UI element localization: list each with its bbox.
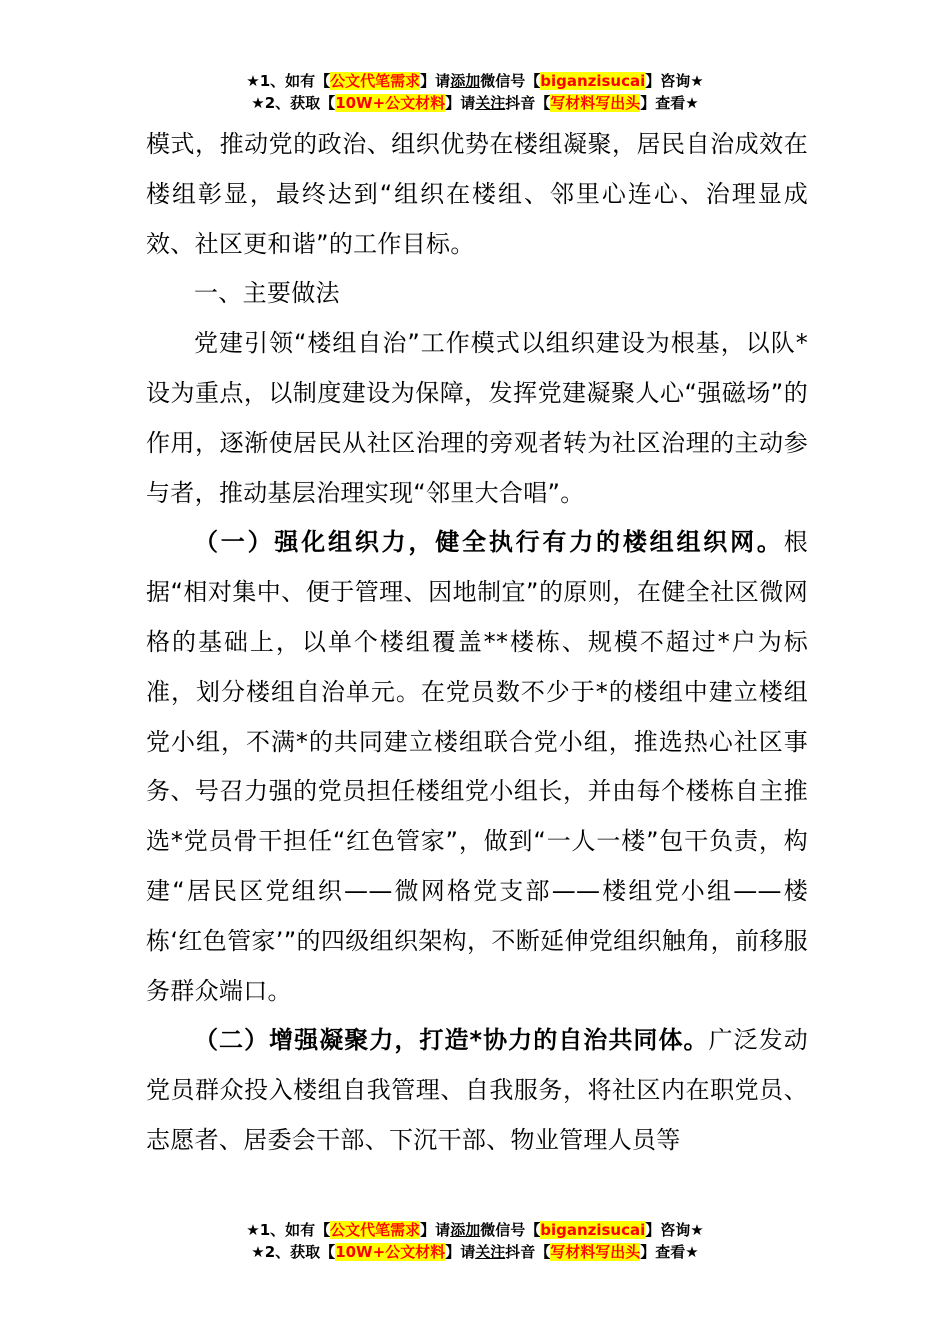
banner-underline: 关注 xyxy=(475,1243,506,1261)
banner-text: 】请 xyxy=(445,94,476,112)
banner-text: 抖音【 xyxy=(505,94,551,112)
paragraph-section-2 xyxy=(146,1016,808,1165)
banner-line-2 xyxy=(0,92,950,114)
banner-highlight: 10W+公文材料 xyxy=(335,1243,446,1261)
paragraph-continuation: 模式，推动党的政治、组织优势在楼组凝聚，居民自治成效在楼组彰显，最终达到“组织在楼组、邻里心连心、治理显成效、社区更和谐”的工作目标。 xyxy=(146,130,808,258)
banner-text: 】咨询★ xyxy=(645,72,704,90)
banner-highlight: 公文代笔需求 xyxy=(330,1221,421,1239)
banner-highlight: 公文代笔需求 xyxy=(330,72,421,90)
banner-line-1 xyxy=(0,70,950,92)
banner-text: ★2、获取【 xyxy=(251,1243,336,1261)
banner-highlight: 10W+公文材料 xyxy=(335,94,446,112)
section-heading: 一、主要做法 xyxy=(194,279,340,308)
subsection-text-2: 广泛发动党员群众投入楼组自我管理、自我服务，将社区内在职党员、志愿者、居委会干部、下沉干部、物业管理人员等 xyxy=(146,1026,808,1154)
header-banner xyxy=(0,70,950,114)
banner-text: ★2、获取【 xyxy=(251,94,336,112)
banner-text: ★1、如有【 xyxy=(246,72,331,90)
subsection-heading-1: （一）强化组织力，健全执行有力的楼组组织网。 xyxy=(194,528,784,557)
banner-line-1 xyxy=(0,1219,950,1241)
banner-text: 】请 xyxy=(445,1243,476,1261)
paragraph-intro: 党建引领“楼组自治”工作模式以组织建设为根基，以队*设为重点，以制度建设为保障，发挥党建凝聚人心“强磁场”的作用，逐渐使居民从社区治理的旁观者转为社区治理的主动参与者，推动基层治理实现“邻里大合唱”。 xyxy=(146,329,808,507)
banner-underline: 添加 xyxy=(450,1221,481,1239)
banner-text: 抖音【 xyxy=(505,1243,551,1261)
banner-underline: 添加 xyxy=(450,72,481,90)
banner-text: ★1、如有【 xyxy=(246,1221,331,1239)
banner-underline: 关注 xyxy=(475,94,506,112)
banner-text: 】咨询★ xyxy=(645,1221,704,1239)
banner-line-2 xyxy=(0,1241,950,1263)
paragraph-section-1 xyxy=(146,518,808,1016)
banner-text: 微信号【 xyxy=(480,72,541,90)
banner-highlight: 写材料写出头 xyxy=(550,94,641,112)
banner-text: 】请 xyxy=(420,1221,451,1239)
banner-text: 】查看★ xyxy=(640,1243,699,1261)
subsection-heading-2: （二）增强凝聚力，打造*协力的自治共同体。 xyxy=(194,1026,709,1055)
banner-text: 微信号【 xyxy=(480,1221,541,1239)
banner-highlight: 写材料写出头 xyxy=(550,1243,641,1261)
banner-highlight: biganzisucai xyxy=(540,1221,646,1239)
subsection-text-1: 根据“相对集中、便于管理、因地制宜”的原则，在健全社区微网格的基础上，以单个楼组覆盖**楼栋、规模不超过*户为标准，划分楼组自治单元。在党员数不少于*的楼组中建立楼组党小组，不满*的共同建立楼组联合党小组，推选热心社区事务、号召力强的党员担任楼组党小组长，并由每个楼栋自主推选*党员骨干担任“红色管家”，做到“一人一楼”包干负责，构建“居民区党组织——微网格党支部——楼组党小组——楼栋‘红色管家’”的四级组织架构，不断延伸党组织触角，前移服务群众端口。 xyxy=(146,528,808,1005)
banner-text: 】请 xyxy=(420,72,451,90)
document-body xyxy=(146,120,808,1166)
banner-highlight: biganzisucai xyxy=(540,72,646,90)
footer-banner xyxy=(0,1219,950,1263)
banner-text: 】查看★ xyxy=(640,94,699,112)
